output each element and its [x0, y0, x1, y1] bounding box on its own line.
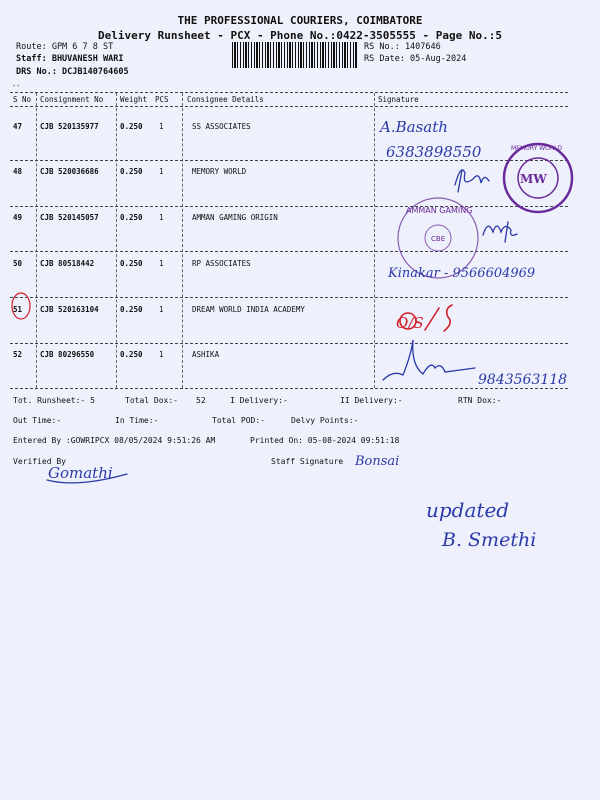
rs-number: RS No.: 1407646 — [364, 42, 441, 52]
row-pcs: 1 — [159, 213, 164, 222]
rtn-dox: RTN Dox:- — [458, 396, 502, 405]
red-circle-mark — [12, 293, 30, 319]
row-consignee: DREAM WORLD INDIA ACADEMY — [192, 305, 305, 314]
red-mark-text: O/S — [396, 314, 424, 332]
handwritten-name: A.Basath — [380, 118, 448, 136]
row-consignee: RP ASSOCIATES — [192, 259, 251, 268]
stamp-text: MW — [520, 172, 547, 186]
stamp-text: MEMORY WORLD — [511, 145, 563, 152]
row-sno: 52 — [13, 350, 23, 359]
row-weight: 0.250 — [120, 305, 143, 314]
row-pcs: 1 — [159, 350, 164, 359]
stamp-text: AMMAN GAMING — [406, 206, 473, 215]
row-consignment: CJB 520163104 — [40, 305, 99, 314]
verified-by-label: Verified By — [13, 457, 66, 466]
updated-note: updated — [426, 498, 510, 522]
row-sno: 50 — [13, 259, 23, 268]
drs-number: DRS No.: DCJB140764605 — [16, 67, 129, 77]
header-sno: S No — [13, 95, 32, 104]
ii-delivery: II Delivery:- — [340, 396, 403, 405]
verified-signature: Gomathi — [48, 464, 113, 482]
row-consignment: CJB 80518442 — [40, 259, 95, 268]
row-pcs: 1 — [159, 259, 164, 268]
route-label: Route: GPM 6 7 8 ST — [16, 42, 114, 52]
red-mark — [425, 308, 439, 330]
row-consignment: CJB 520145057 — [40, 213, 99, 222]
header-pcs: PCS — [155, 95, 169, 104]
out-time: Out Time:- — [13, 416, 62, 425]
header-consignee: Consignee Details — [187, 95, 264, 104]
header-weight: Weight — [120, 95, 148, 104]
red-mark — [444, 305, 452, 331]
row-weight: 0.250 — [120, 213, 143, 222]
row-weight: 0.250 — [120, 350, 143, 359]
signature-scribble — [455, 170, 489, 192]
row-sno: 51 — [13, 305, 23, 314]
row-pcs: 1 — [159, 305, 164, 314]
staff-label: Staff: BHUVANESH WARI — [16, 54, 124, 64]
table-marker: -- — [12, 82, 21, 90]
entered-by: Entered By :GOWRIPCX 08/05/2024 9:51:26 AM — [13, 436, 216, 445]
header-consignment: Consignment No — [40, 95, 104, 104]
signature-scribble — [483, 222, 517, 242]
row-sno: 49 — [13, 213, 23, 222]
handwritten-phone: 9843563118 — [478, 372, 568, 388]
total-dox-value: 52 — [196, 396, 206, 405]
total-dox-label: Total Dox:- — [125, 396, 178, 405]
total-runsheet: Tot. Runsheet:- 5 — [13, 396, 95, 405]
delvy-points: Delvy Points:- — [291, 416, 359, 425]
row-consignee: ASHIKA — [192, 350, 220, 359]
row-sno: 48 — [13, 167, 23, 176]
row-consignment: CJB 520135977 — [40, 122, 99, 131]
row-consignment: CJB 80296550 — [40, 350, 95, 359]
row-weight: 0.250 — [120, 259, 143, 268]
staff-signature-label: Staff Signature — [271, 457, 344, 466]
row-consignee: AMMAN GAMING ORIGIN — [192, 213, 278, 222]
i-delivery: I Delivery:- — [230, 396, 288, 405]
row-consignee: SS ASSOCIATES — [192, 122, 251, 131]
row-pcs: 1 — [159, 167, 164, 176]
updated-by-note: B. Smethi — [442, 529, 537, 551]
company-title: THE PROFESSIONAL COURIERS, COIMBATORE — [177, 14, 423, 27]
rs-date: RS Date: 05-Aug-2024 — [364, 54, 467, 64]
handwritten-phone: 6383898550 — [386, 143, 482, 161]
row-consignment: CJB 520036686 — [40, 167, 99, 176]
row-pcs: 1 — [159, 122, 164, 131]
signature-scribble — [383, 340, 475, 380]
handwritten-phone: Kinakar - 9566604969 — [388, 266, 536, 281]
staff-signature: Bonsai — [355, 454, 400, 469]
row-consignee: MEMORY WORLD — [192, 167, 247, 176]
row-sno: 47 — [13, 122, 23, 131]
total-pod: Total POD:- — [212, 416, 265, 425]
row-weight: 0.250 — [120, 167, 143, 176]
header-signature: Signature — [378, 95, 419, 104]
in-time: In Time:- — [115, 416, 159, 425]
runsheet-subtitle: Delivery Runsheet - PCX - Phone No.:0422-3505555 - Page No.:5 — [98, 29, 502, 42]
stamp-text: CBE — [431, 235, 446, 243]
printed-on: Printed On: 05-08-2024 09:51:18 — [250, 436, 400, 445]
row-weight: 0.250 — [120, 122, 143, 131]
